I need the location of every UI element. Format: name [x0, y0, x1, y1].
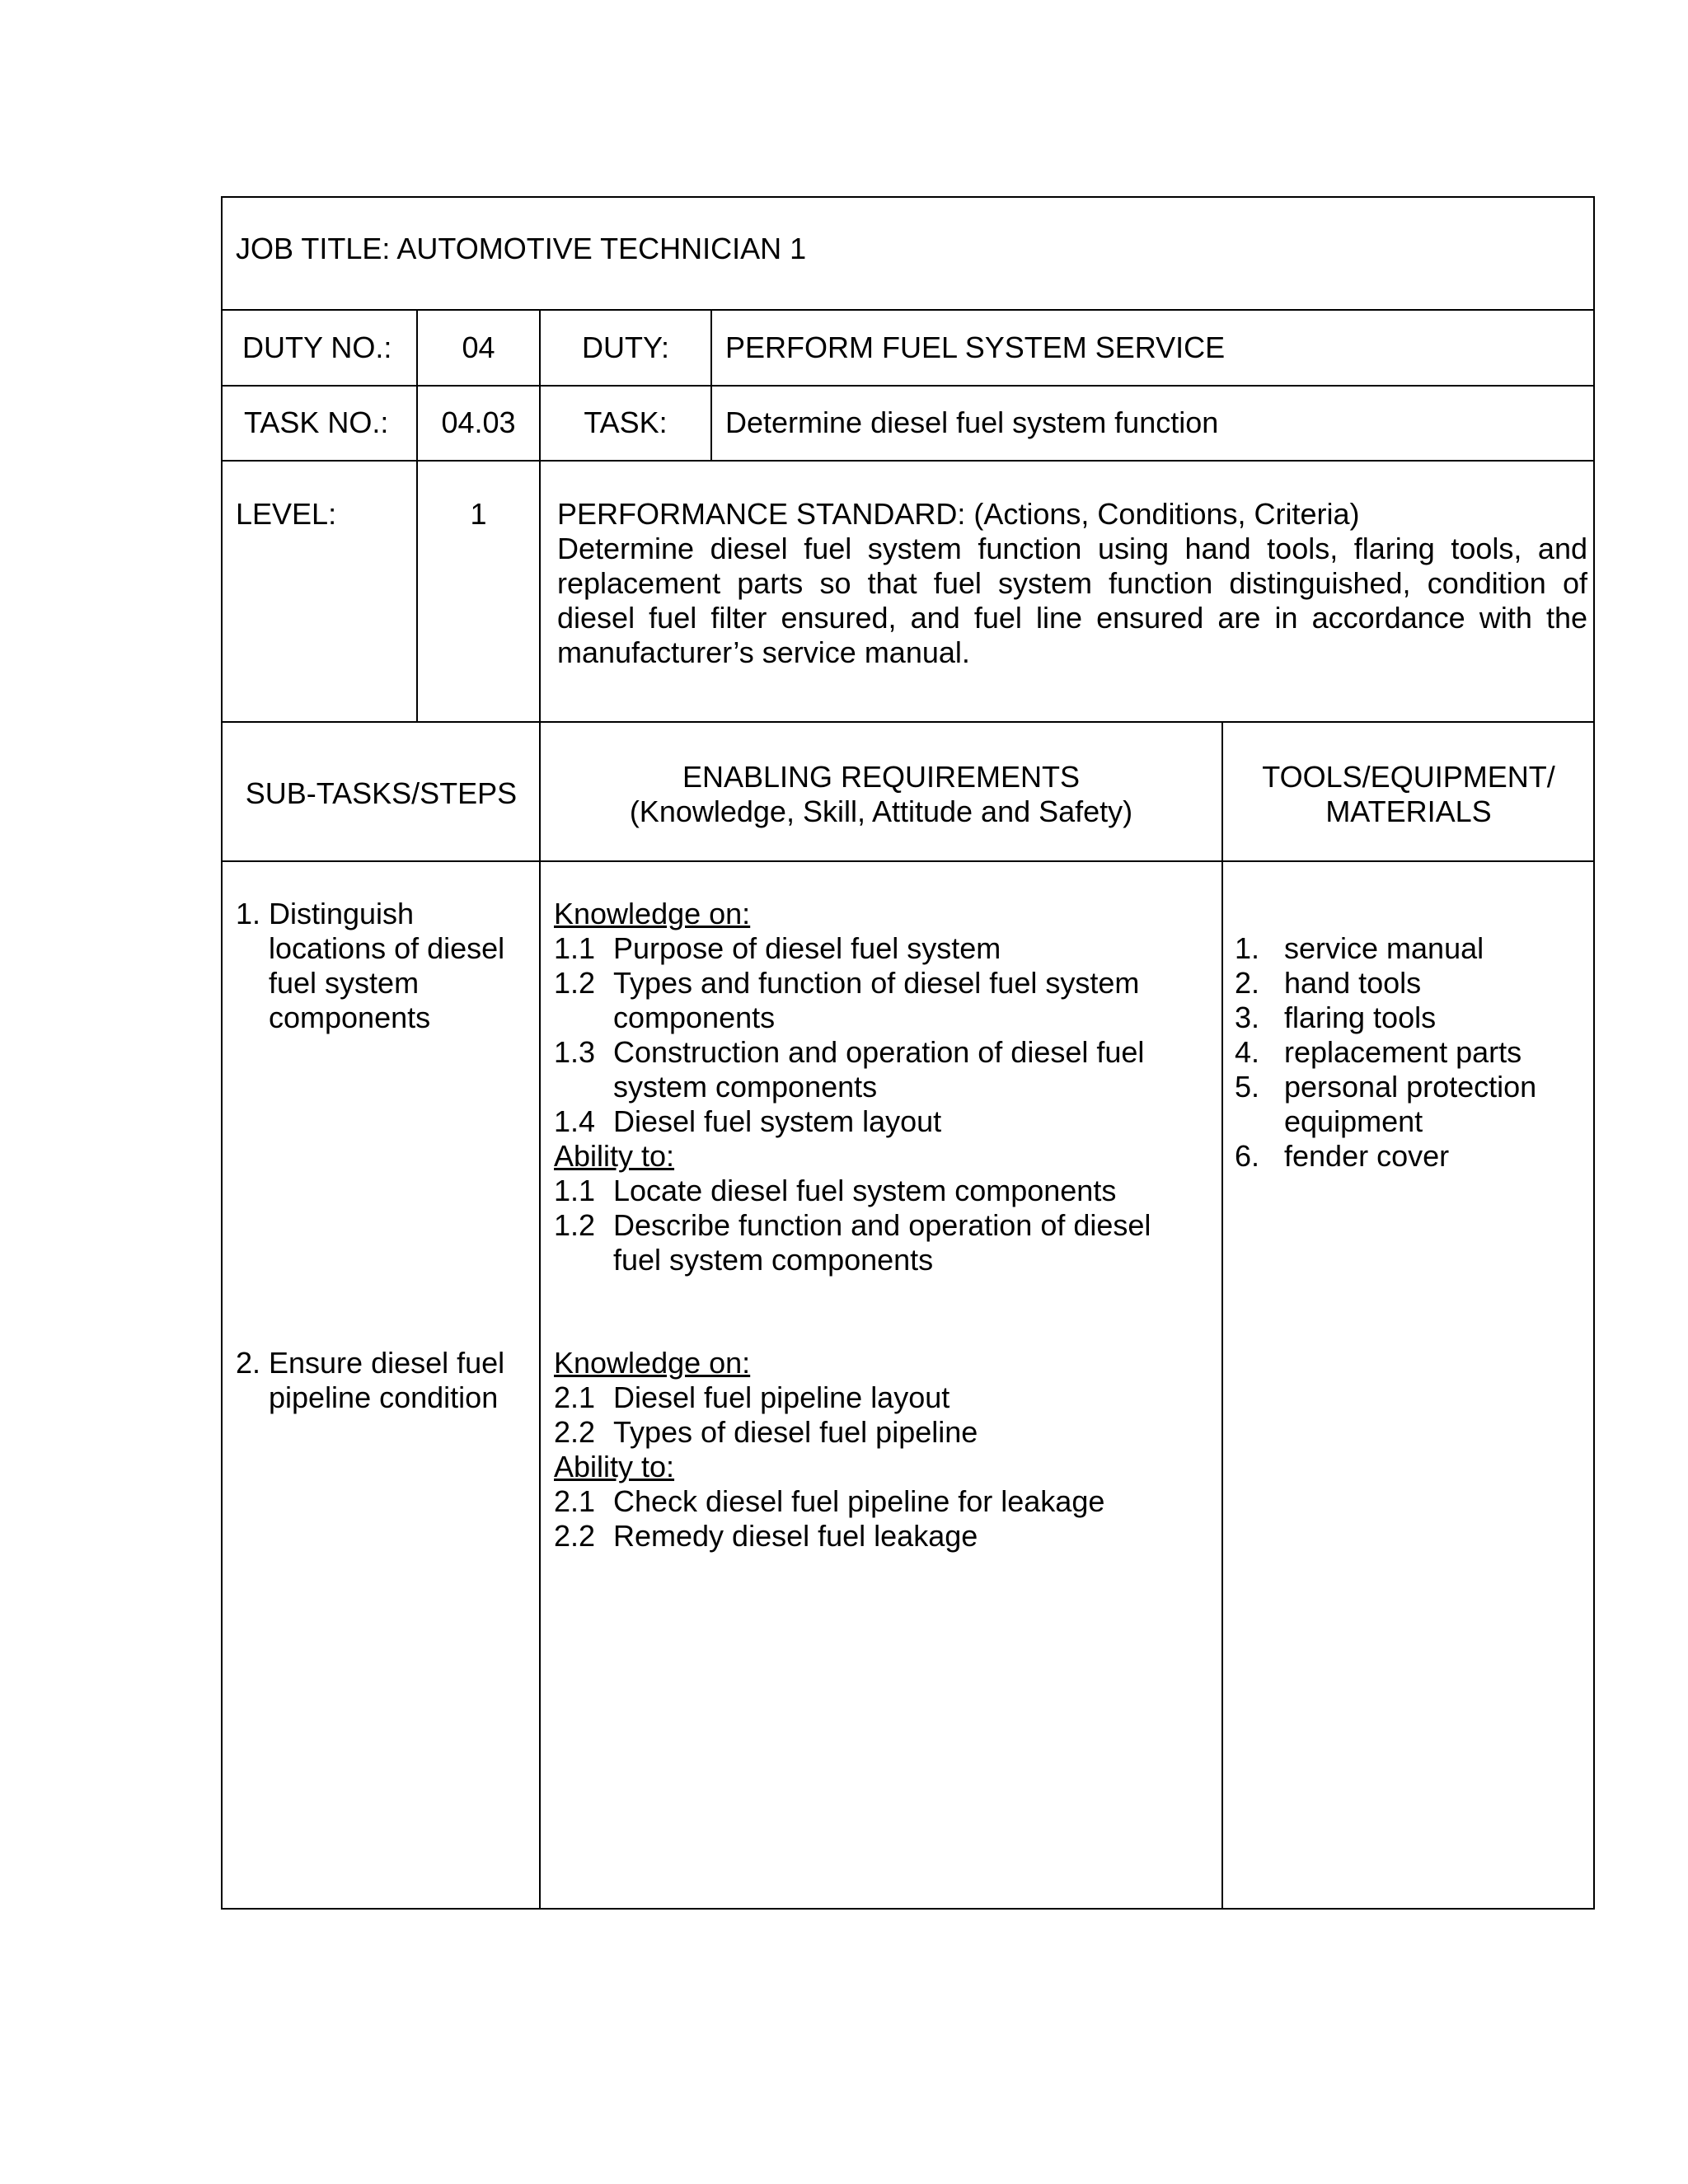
row-divider: [221, 721, 1595, 723]
list-item: 1.1 Locate diesel fuel system components: [554, 1174, 1117, 1207]
task-value: Determine diesel fuel system function: [725, 405, 1219, 439]
list-item-cont: equipment: [1284, 1104, 1423, 1138]
row-divider: [221, 309, 1595, 311]
col-divider: [1221, 721, 1223, 1909]
step-text: fuel system: [269, 966, 420, 1000]
knowledge-label: Knowledge on:: [554, 1346, 751, 1380]
level-label: LEVEL:: [236, 497, 337, 531]
list-item: 4. replacement parts: [1235, 1035, 1522, 1069]
level-value: 1: [470, 497, 487, 531]
subtask-step-2: [236, 1346, 504, 1415]
row-divider: [221, 860, 1595, 862]
duty-value: PERFORM FUEL SYSTEM SERVICE: [725, 330, 1226, 364]
col-header-tools-sub: MATERIALS: [1325, 794, 1492, 828]
list-item: 2.2 Types of diesel fuel pipeline: [554, 1415, 978, 1449]
step-text: Distinguish: [269, 897, 415, 930]
performance-standard-line: Determine diesel fuel system function using hand tools, flaring tools, and: [557, 532, 1587, 565]
performance-standard-text: [557, 532, 1587, 670]
step-text: Ensure diesel fuel: [269, 1346, 505, 1380]
enabling-requirements-1: [554, 897, 1151, 1277]
list-item: 1.3 Construction and operation of diesel fuel: [554, 1035, 1145, 1069]
step-text: pipeline condition: [269, 1380, 499, 1414]
performance-standard-line: manufacturer’s service manual.: [557, 635, 970, 669]
col-divider: [539, 309, 541, 1909]
step-text: locations of diesel: [269, 931, 505, 965]
row-divider: [221, 460, 1595, 462]
duty-no-value: 04: [462, 330, 495, 364]
list-item: 2.1 Diesel fuel pipeline layout: [554, 1380, 950, 1414]
list-item: 2.1 Check diesel fuel pipeline for leakage: [554, 1484, 1105, 1518]
task-label: TASK:: [584, 405, 668, 439]
list-item: 1.2 Describe function and operation of diesel: [554, 1208, 1151, 1242]
col-header-enabling-sub: (Knowledge, Skill, Attitude and Safety): [629, 794, 1133, 828]
job-title: JOB TITLE: AUTOMOTIVE TECHNICIAN 1: [236, 232, 807, 265]
step-text: components: [269, 1001, 431, 1034]
ability-label: Ability to:: [554, 1139, 675, 1173]
task-no-value: 04.03: [441, 405, 516, 439]
list-item: 1.1 Purpose of diesel fuel system: [554, 931, 1001, 965]
performance-standard-line: replacement parts so that fuel system function distinguished, condition of: [557, 566, 1587, 600]
list-item: 5. personal protection: [1235, 1070, 1537, 1104]
ability-label: Ability to:: [554, 1450, 675, 1483]
list-item: 6. fender cover: [1235, 1139, 1450, 1173]
list-item: 1. service manual: [1235, 931, 1484, 965]
row-divider: [221, 385, 1595, 387]
duty-no-label: DUTY NO.:: [242, 330, 392, 364]
duty-label: DUTY:: [581, 330, 669, 364]
step-number: 1.: [236, 897, 261, 930]
tools-list: [1235, 931, 1536, 1174]
col-header-subtasks: SUB-TASKS/STEPS: [245, 776, 518, 810]
list-item: 1.4 Diesel fuel system layout: [554, 1104, 942, 1138]
list-item-cont: system components: [613, 1070, 878, 1104]
list-item-cont: fuel system components: [613, 1243, 934, 1277]
list-item: 1.2 Types and function of diesel fuel system: [554, 966, 1140, 1000]
performance-standard-line: diesel fuel filter ensured, and fuel line ensured are in accordance with the: [557, 601, 1587, 635]
col-divider: [710, 309, 712, 461]
list-item: 2. hand tools: [1235, 966, 1422, 1000]
enabling-requirements-2: [554, 1346, 1104, 1554]
list-item: 3. flaring tools: [1235, 1001, 1437, 1034]
subtask-step-1: [236, 897, 504, 1035]
col-header-tools: TOOLS/EQUIPMENT/: [1262, 760, 1555, 794]
performance-standard-heading: PERFORMANCE STANDARD: (Actions, Conditions, Criteria): [557, 497, 1360, 531]
list-item: 2.2 Remedy diesel fuel leakage: [554, 1519, 978, 1553]
step-number: 2.: [236, 1346, 261, 1380]
col-header-enabling: ENABLING REQUIREMENTS: [682, 760, 1081, 794]
task-no-label: TASK NO.:: [244, 405, 389, 439]
list-item-cont: components: [613, 1001, 776, 1034]
knowledge-label: Knowledge on:: [554, 897, 751, 930]
